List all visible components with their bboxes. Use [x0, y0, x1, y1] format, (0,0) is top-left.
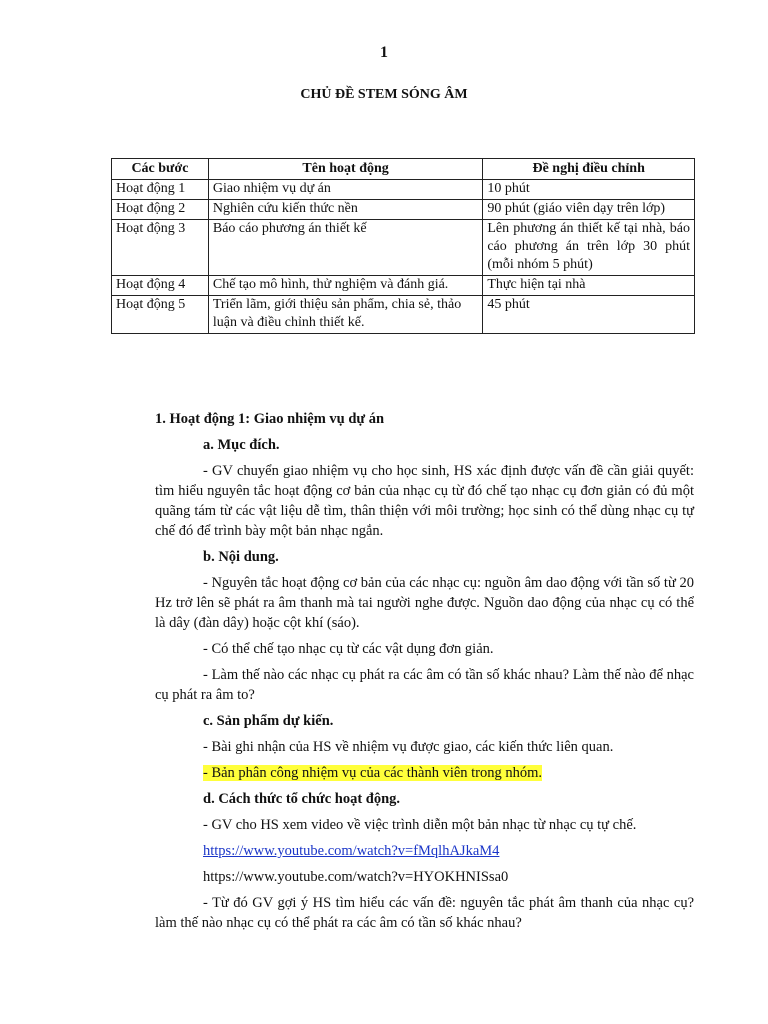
document-title: CHỦ ĐỀ STEM SÓNG ÂM [300, 87, 468, 102]
table-row [112, 220, 695, 276]
subheading-content: b. Nội dung. [203, 549, 279, 565]
activity-cell: Chế tạo mô hình, thử nghiệm và đánh giá. [208, 276, 482, 296]
section-heading: 1. Hoạt động 1: Giao nhiệm vụ dự án [155, 411, 385, 427]
activity-cell: Nghiên cứu kiến thức nền [208, 200, 482, 220]
table-row [112, 180, 695, 200]
video-link-1-paragraph [155, 841, 694, 861]
step-cell: Hoạt động 2 [112, 200, 209, 220]
adjustment-cell: Thực hiện tại nhà [483, 276, 695, 296]
header-steps: Các bước [112, 159, 209, 180]
step-cell: Hoạt động 4 [112, 276, 209, 296]
adjustment-cell: 10 phút [483, 180, 695, 200]
video-link-2: https://www.youtube.com/watch?v=HYOKHNISsa0 [203, 869, 509, 885]
content-text-2: - Có thể chế tạo nhạc cụ từ các vật dụng đơn giản. [203, 641, 494, 657]
page-number: 1 [380, 44, 388, 61]
table-row [112, 200, 695, 220]
table-row [112, 276, 695, 296]
adjustment-cell: Lên phương án thiết kế tại nhà, báo cáo phương án trên lớp 30 phút (mỗi nhóm 5 phút) [483, 220, 695, 276]
adjustment-cell: 90 phút (giáo viên dạy trên lớp) [483, 200, 695, 220]
content-text-1: - Nguyên tắc hoạt động cơ bản của các nhạc cụ: nguồn âm dao động với tần số từ 20 Hz trở lên sẽ phát ra âm thanh mà tai người nghe được. Nguồn dao động của nhạc cụ có thể là dây (đàn dây) hoặc cột khí (sáo). [155, 575, 694, 631]
subheading-expected-product: c. Sản phẩm dự kiến. [203, 713, 334, 729]
subheading-purpose: a. Mục đích. [203, 437, 280, 453]
activity-table [111, 158, 695, 334]
product-text-2-paragraph [155, 763, 694, 783]
step-cell: Hoạt động 1 [112, 180, 209, 200]
table-row [112, 296, 695, 334]
step-cell: Hoạt động 5 [112, 296, 209, 334]
content-text-3: - Làm thế nào các nhạc cụ phát ra các âm có tần số khác nhau? Làm thế nào để nhạc cụ phát ra âm to? [155, 667, 694, 703]
activity-cell: Giao nhiệm vụ dự án [208, 180, 482, 200]
step-cell: Hoạt động 3 [112, 220, 209, 276]
section-activity-1 [155, 409, 694, 939]
header-adjustment: Đề nghị điều chỉnh [483, 159, 695, 180]
activity-cell: Báo cáo phương án thiết kế [208, 220, 482, 276]
purpose-text: - GV chuyển giao nhiệm vụ cho học sinh, HS xác định được vấn đề cần giải quyết: tìm hiểu nguyên tắc hoạt động cơ bản của nhạc cụ từ đó chế tạo nhạc cụ đơn giản có đủ một quãng tám từ các vật liệu dễ tìm, thân thiện với môi trường; học sinh có thể dùng nhạc cụ tự chế đó để trình bày một bản nhạc ngắn. [155, 463, 694, 539]
activity-cell: Triển lãm, giới thiệu sản phẩm, chia sẻ, thảo luận và điều chỉnh thiết kế. [208, 296, 482, 334]
header-activity-name: Tên hoạt động [208, 159, 482, 180]
table-header-row [112, 159, 695, 180]
subheading-organization: d. Cách thức tổ chức hoạt động. [203, 791, 401, 807]
organization-text-2: - Từ đó GV gợi ý HS tìm hiểu các vấn đề: nguyên tắc phát âm thanh của nhạc cụ? làm thế nào nhạc cụ có thể phát ra các âm có tần số khác nhau? [155, 895, 694, 931]
adjustment-cell: 45 phút [483, 296, 695, 334]
video-link-1[interactable]: https://www.youtube.com/watch?v=fMqlhAJkaM4 [203, 843, 500, 859]
product-text-1: - Bài ghi nhận của HS về nhiệm vụ được giao, các kiến thức liên quan. [203, 739, 614, 755]
organization-text-1: - GV cho HS xem video về việc trình diễn một bản nhạc từ nhạc cụ tự chế. [203, 817, 637, 833]
highlighted-text: - Bản phân công nhiệm vụ của các thành viên trong nhóm. [203, 765, 543, 781]
